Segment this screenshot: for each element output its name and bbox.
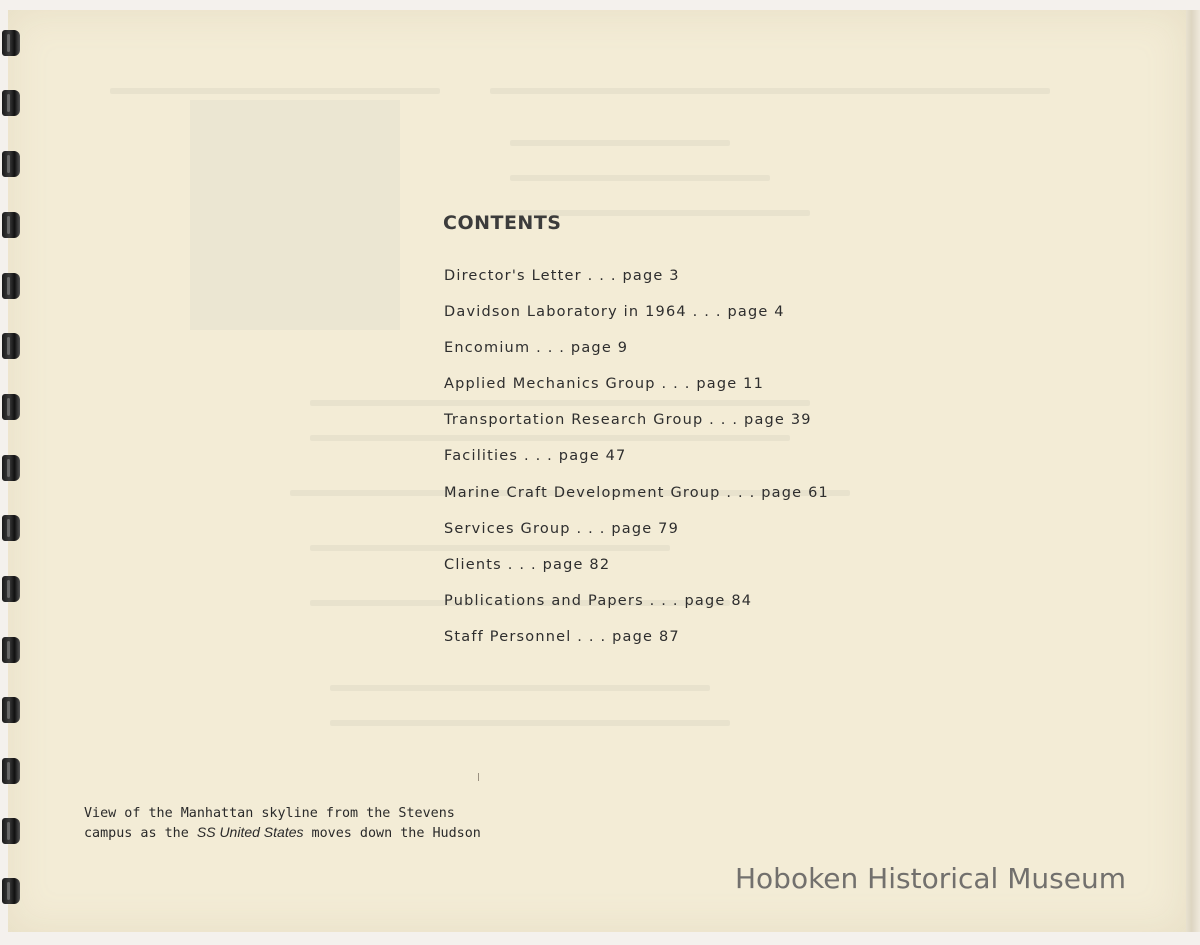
spiral-coil: [2, 697, 20, 723]
museum-watermark: Hoboken Historical Museum: [735, 862, 1126, 895]
toc-entry-transportation-research: Transportation Research Group . . . page 39: [444, 412, 812, 429]
toc-entry-directors-letter: Director's Letter . . . page 3: [444, 268, 680, 284]
spiral-coil: [2, 455, 20, 481]
caption-ship-name: SS United States: [196, 824, 304, 840]
contents-heading: CONTENTS: [443, 212, 562, 234]
spiral-coil: [2, 758, 20, 784]
toc-entry-applied-mechanics: Applied Mechanics Group . . . page 11: [444, 376, 765, 393]
caption-line-2-end: moves down the Hudson: [303, 826, 481, 841]
spiral-coil: [2, 151, 20, 177]
spiral-coil: [2, 637, 20, 663]
paper-speck: [478, 773, 479, 781]
spiral-coil: [2, 818, 20, 844]
photo-caption: [84, 805, 481, 843]
spiral-coil: [2, 576, 20, 602]
toc-entry-davidson-laboratory: Davidson Laboratory in 1964 . . . page 4: [444, 304, 785, 321]
spiral-coil: [2, 273, 20, 299]
toc-entry-services-group: Services Group . . . page 79: [444, 520, 680, 537]
spiral-coil: [2, 515, 20, 541]
toc-entry-facilities: Facilities . . . page 47: [444, 448, 627, 465]
page-stack-edge: [1186, 10, 1200, 932]
spiral-binding: [0, 0, 22, 945]
toc-entry-marine-craft: Marine Craft Development Group . . . page 61: [444, 484, 829, 501]
caption-line-2-start: campus as the: [84, 826, 197, 841]
spiral-coil: [2, 878, 20, 904]
toc-entry-clients: Clients . . . page 82: [444, 556, 611, 573]
toc-entry-staff-personnel: Staff Personnel . . . page 87: [444, 628, 680, 645]
spiral-coil: [2, 30, 20, 56]
toc-entry-encomium: Encomium . . . page 9: [444, 340, 629, 357]
spiral-coil: [2, 394, 20, 420]
spiral-coil: [2, 212, 20, 238]
caption-line-1: View of the Manhattan skyline from the Stevens: [84, 806, 455, 821]
toc-entry-publications: Publications and Papers . . . page 84: [444, 592, 753, 609]
spiral-coil: [2, 90, 20, 116]
spiral-coil: [2, 333, 20, 359]
table-of-contents: [444, 265, 829, 662]
